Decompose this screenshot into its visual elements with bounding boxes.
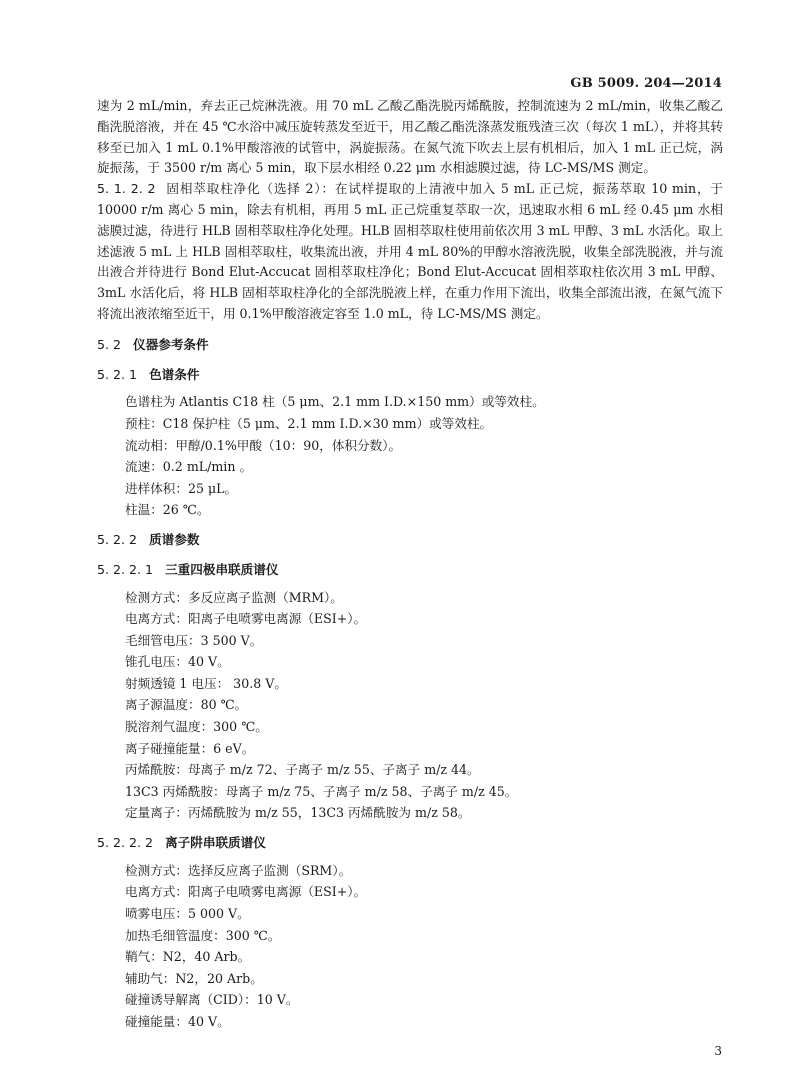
paragraph-continuation: 速为 2 mL/min，弃去正己烷淋洗液。用 70 mL 乙酸乙酯洗脱丙烯酰胺，控制流速为 2 mL/min，收集乙酸乙酯洗脱溶液，并在 45 ℃水浴中减压旋转蒸发至近干，用乙酸乙酯洗涤蒸发瓶残渣三次（每次 1 mL），并将其转移至已加入 1 mL 0.1%甲酸溶液的试管中，涡旋振荡。在氮气流下吹去上层有机相后，加入 1 mL 正己烷，涡旋振荡，于 3500 r/m 离心 5 min，取下层水相经 0.22 μm 水相滤膜过滤，待 LC-MS/MS 测定。 [97,98,723,176]
condition-line: 色谱柱为 Atlantis C18 柱（5 μm、2.1 mm I.D.×150 mm）或等效柱。 [125,394,545,410]
parameter-line: 毛细管电压：3 500 V。 [125,632,263,648]
parameter-line: 离子碰撞能量：6 eV。 [125,740,255,756]
standard-number: GB 5009. 204—2014 [570,76,722,91]
parameter-line: 检测方式：选择反应离子监测（SRM）。 [125,862,352,878]
heading-title: 离子阱串联质谱仪 [165,835,266,851]
parameter-line: 电离方式：阳离子电喷雾电离源（ESI+）。 [125,884,367,900]
heading-number: 5. 2. 2. 2 [97,835,154,851]
heading-title: 质谱参数 [149,531,200,547]
parameter-line: 射频透镜 1 电压： 30.8 V。 [125,675,287,691]
parameter-line: 电离方式：阳离子电喷雾电离源（ESI+）。 [125,611,367,627]
condition-line: 预柱：C18 保护柱（5 μm、2.1 mm I.D.×30 mm）或等效柱。 [125,415,493,431]
heading-number: 5. 2. 1 [97,366,138,382]
ion-trap-parameters [97,860,723,1033]
section-number: 5. 1. 2. 2 [97,181,156,197]
parameter-line: 辅助气：N2，20 Arb。 [125,970,263,986]
condition-line: 柱温：26 ℃。 [125,502,210,518]
chromatography-conditions [97,391,723,521]
condition-line: 进样体积：25 μL。 [125,480,238,496]
heading-5-2-1 [97,365,723,386]
parameter-line: 检测方式：多反应离子监测（MRM）。 [125,589,343,605]
heading-title: 三重四极串联质谱仪 [165,561,279,577]
triple-quad-parameters [97,587,723,825]
heading-5-2-2 [97,530,723,551]
heading-title: 色谱条件 [149,366,200,382]
parameter-line: 13C3 丙烯酰胺：母离子 m/z 75、子离子 m/z 58、子离子 m/z 45。 [125,783,518,799]
condition-line: 流速：0.2 mL/min 。 [125,459,253,475]
parameter-line: 碰撞能量：40 V。 [125,1014,230,1029]
parameter-line: 丙烯酰胺：母离子 m/z 72、子离子 m/z 55、子离子 m/z 44。 [125,762,480,778]
parameter-line: 鞘气：N2，40 Arb。 [125,949,251,965]
parameter-line: 喷雾电压：5 000 V。 [125,906,250,922]
page-number: 3 [714,1044,722,1058]
parameter-line: 离子源温度：80 ℃。 [125,697,248,713]
parameter-line: 定量离子：丙烯酰胺为 m/z 55，13C3 丙烯酰胺为 m/z 58。 [125,805,471,821]
page-content [97,96,723,1033]
heading-title: 仪器参考条件 [133,336,209,352]
condition-line: 流动相：甲醇/0.1%甲酸（10：90，体积分数）。 [125,437,402,453]
parameter-line: 碰撞诱导解离（CID）：10 V。 [125,992,299,1008]
heading-number: 5. 2. 2 [97,531,138,547]
heading-5-2-2-1 [97,560,723,581]
paragraph-5-1-2-2 [97,179,723,325]
heading-number: 5. 2. 2. 1 [97,561,154,577]
parameter-line: 加热毛细管温度：300 ℃。 [125,927,281,943]
parameter-line: 脱溶剂气温度：300 ℃。 [125,719,268,735]
heading-number: 5. 2 [97,336,122,352]
parameter-line: 锥孔电压：40 V。 [125,654,230,670]
heading-5-2-2-2 [97,833,723,854]
heading-5-2 [97,335,723,356]
section-text: 固相萃取柱净化（选择 2）：在试样提取的上清液中加入 5 mL 正己烷，振荡萃取 10 min，于 10000 r/m 离心 5 min，除去有机相，再用 5 mL 正己烷重复萃取一次，迅速取水相 6 mL 经 0.45 μm 水相滤膜过滤，待进行 HLB 固相萃取柱净化处理。HLB 固相萃取柱使用前依次用 3 mL 甲醇、3 mL 水活化。取上述滤液 5 mL 上 HLB 固相萃取柱，收集流出液，并用 4 mL 80%的甲醇水溶液洗脱，收集全部洗脱液，并与流出液合并待进行 Bond Elut-Accucat 固相萃取柱净化；Bond Elut-Accucat 固相萃取柱依次用 3 mL 甲醇、3mL 水活化后，将 HLB 固相萃取柱净化的全部洗脱液上样，在重力作用下流出，收集全部流出液，在氮气流下将流出液浓缩至近干，用 0.1%甲酸溶液定容至 1.0 mL，待 LC-MS/MS 测定。 [97,181,723,321]
